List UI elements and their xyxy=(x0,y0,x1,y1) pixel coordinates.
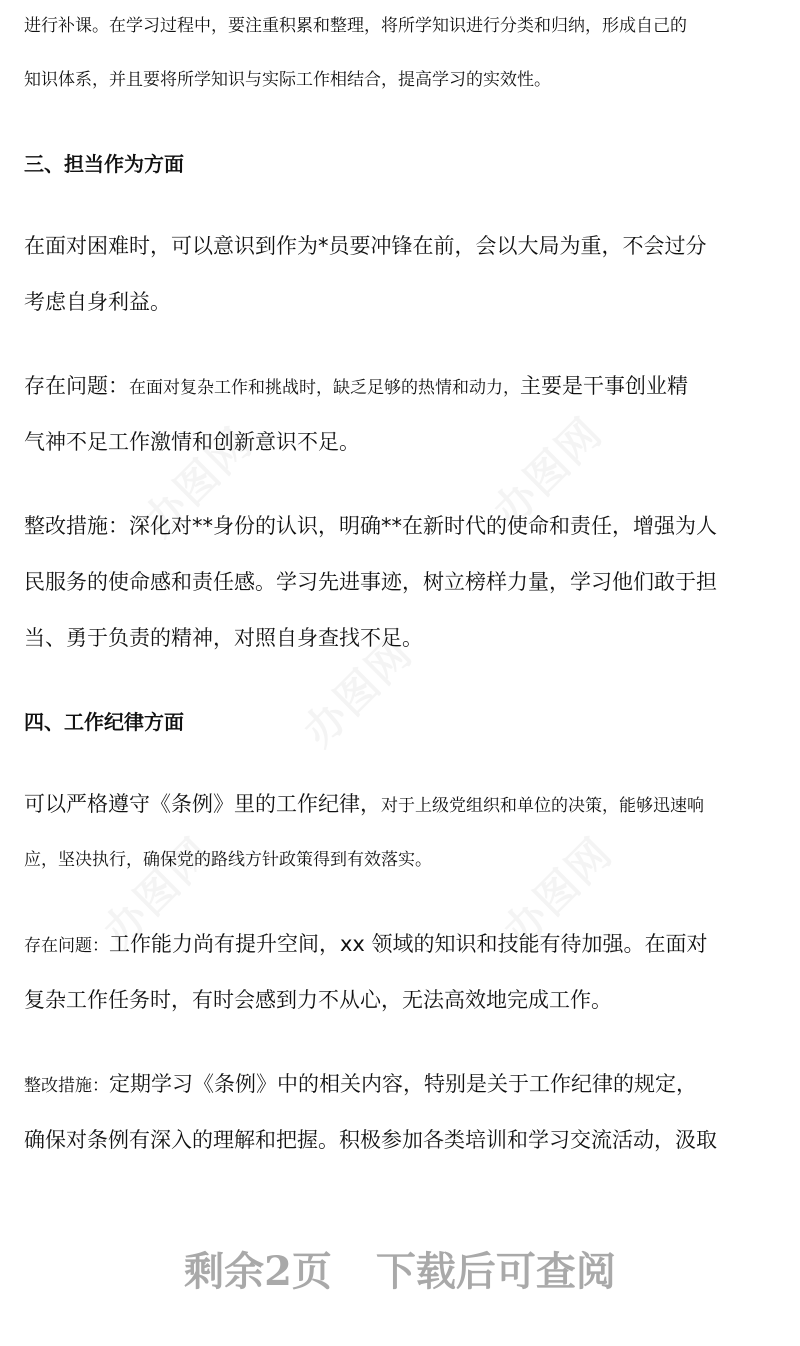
paragraph-line: 知识体系，并且要将所学知识与实际工作相结合，提高学习的实效性。 xyxy=(24,70,551,90)
measures-line xyxy=(24,1070,697,1100)
paragraph-line: 在面对困难时，可以意识到作为*员要冲锋在前，会以大局为重，不会过分 xyxy=(24,234,707,258)
paragraph-line xyxy=(24,790,704,820)
measures-line: 民服务的使命感和责任感。学习先进事迹，树立榜样力量，学习他们敢于担 xyxy=(24,570,717,594)
problem-line: 复杂工作任务时，有时会感到力不从心，无法高效地完成工作。 xyxy=(24,988,612,1012)
problem-line xyxy=(24,372,688,402)
problem-label: 存在问题： xyxy=(24,374,129,398)
section-heading: 四、工作纪律方面 xyxy=(24,710,184,734)
measures-text: 定期学习《条例》中的相关内容，特别是关于工作纪律的规定， xyxy=(109,1072,697,1096)
intro-text-small: 对于上级党组织和单位的决策，能够迅速响 xyxy=(381,796,704,816)
problem-label: 存在问题： xyxy=(24,936,109,956)
problem-line xyxy=(24,930,708,960)
remaining-pages-text: 剩余2页 xyxy=(184,1248,332,1295)
section-heading: 三、担当作为方面 xyxy=(24,152,184,176)
paragraph-line: 进行补课。在学习过程中，要注重积累和整理，将所学知识进行分类和归纳，形成自己的 xyxy=(24,16,687,36)
problem-text: 工作能力尚有提升空间，xx 领域的知识和技能有待加强。在面对 xyxy=(109,932,708,956)
paragraph-line: 考虑自身利益。 xyxy=(24,290,171,314)
problem-line: 气神不足工作激情和创新意识不足。 xyxy=(24,430,360,454)
intro-text: 可以严格遵守《条例》里的工作纪律， xyxy=(24,792,381,816)
measures-line: 当、勇于负责的精神，对照自身查找不足。 xyxy=(24,626,423,650)
download-to-view-text: 下载后可查阅 xyxy=(375,1248,616,1295)
problem-text-small: 在面对复杂工作和挑战时，缺乏足够的热情和动力， xyxy=(129,378,520,398)
paragraph-line: 应，坚决执行，确保党的路线方针政策得到有效落实。 xyxy=(24,850,432,870)
measures-line: 确保对条例有深入的理解和把握。积极参加各类培训和学习交流活动，汲取 xyxy=(24,1128,717,1152)
problem-text: 主要是干事创业精 xyxy=(520,374,688,398)
download-prompt[interactable] xyxy=(0,1240,800,1297)
measures-label: 整改措施： xyxy=(24,1076,109,1096)
measures-line: 整改措施：深化对**身份的认识，明确**在新时代的使命和责任，增强为人 xyxy=(24,514,717,538)
